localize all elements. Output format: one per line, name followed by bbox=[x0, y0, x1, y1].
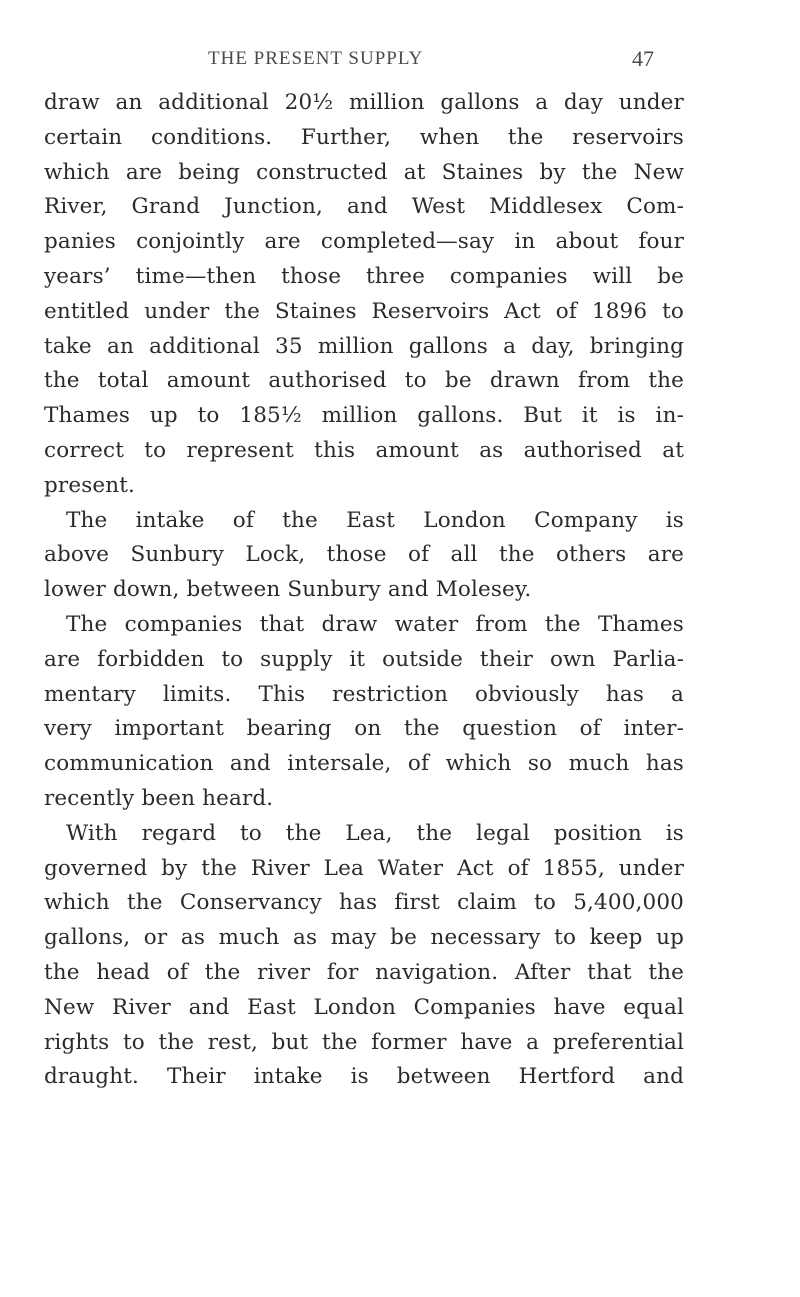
text-line: lower down, between Sunbury and Molesey. bbox=[44, 577, 532, 603]
text-line: the total amount authorised to be drawn from the bbox=[44, 368, 684, 394]
text-line: New River and East London Companies have equal bbox=[44, 994, 684, 1020]
text-line: take an additional 35 million gallons a day, bringing bbox=[44, 333, 684, 359]
text-line: rights to the rest, but the former have a preferential bbox=[44, 1029, 684, 1055]
text-line: River, Grand Junction, and West Middlesex Com- bbox=[44, 194, 684, 220]
text-line: Thames up to 185½ million gallons. But it is in- bbox=[44, 403, 684, 429]
text-line: panies conjointly are completed—say in about four bbox=[44, 229, 684, 255]
text-line: correct to represent this amount as authorised at bbox=[44, 437, 684, 463]
text-line: gallons, or as much as may be necessary to keep up bbox=[44, 925, 684, 951]
text-line: The companies that draw water from the Thames bbox=[66, 611, 684, 637]
text-line: which the Conservancy has first claim to 5,400,000 bbox=[44, 890, 684, 916]
text-line: are forbidden to supply it outside their own Parlia- bbox=[44, 646, 684, 672]
page-number: 47 bbox=[632, 46, 654, 71]
text-line: communication and intersale, of which so much has bbox=[44, 751, 684, 777]
text-line: present. bbox=[44, 472, 136, 498]
text-line: years’ time—then those three companies will be bbox=[44, 263, 684, 289]
text-line: governed by the River Lea Water Act of 1855, under bbox=[44, 855, 684, 881]
text-line: With regard to the Lea, the legal position is bbox=[66, 820, 684, 846]
text-line: above Sunbury Lock, those of all the others are bbox=[44, 542, 684, 568]
text-line: certain conditions. Further, when the reservoirs bbox=[44, 124, 684, 150]
running-header bbox=[0, 48, 800, 78]
text-line: which are being constructed at Staines by the New bbox=[44, 159, 684, 185]
text-line: The intake of the East London Company is bbox=[66, 507, 684, 533]
text-line: very important bearing on the question of inter- bbox=[44, 716, 684, 742]
running-title: THE PRESENT SUPPLY bbox=[208, 48, 424, 69]
body-text bbox=[44, 86, 684, 1095]
text-line: draw an additional 20½ million gallons a day under bbox=[44, 90, 684, 115]
text-line: entitled under the Staines Reservoirs Act of 1896 to bbox=[44, 298, 684, 324]
text-line: recently been heard. bbox=[44, 785, 274, 811]
text-line: draught. Their intake is between Hertford and bbox=[44, 1064, 684, 1090]
text-line: the head of the river for navigation. After that the bbox=[44, 959, 684, 985]
text-line: mentary limits. This restriction obviously has a bbox=[44, 681, 684, 707]
